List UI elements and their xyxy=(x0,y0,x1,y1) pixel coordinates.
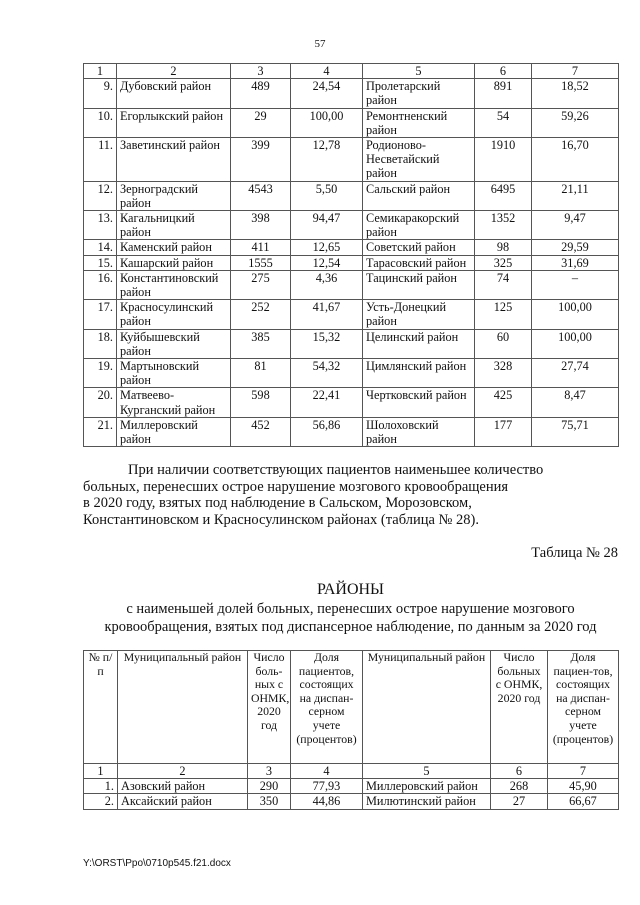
table-cell: 98 xyxy=(475,240,532,255)
table-title: РАЙОНЫ xyxy=(316,581,385,598)
table-cell: № п/п xyxy=(84,651,118,764)
table-cell: Советский район xyxy=(363,240,475,255)
table-cell: 21,11 xyxy=(532,181,619,210)
column-number-row xyxy=(84,764,619,779)
table-cell: 398 xyxy=(231,211,291,240)
table-cell: 12,78 xyxy=(291,138,363,182)
table-cell: Тацинский район xyxy=(363,270,475,299)
table-cell: 13. xyxy=(84,211,117,240)
table-cell: 29,59 xyxy=(532,240,619,255)
table-cell: 9,47 xyxy=(532,211,619,240)
table-cell: 1352 xyxy=(475,211,532,240)
table-cell: Мартыновский район xyxy=(117,359,231,388)
table-cell: 252 xyxy=(231,300,291,329)
table-cell: 1 xyxy=(84,64,117,79)
table-cell: Число боль-ных с ОНМК, 2020 год xyxy=(248,651,291,764)
table-cell: Доля пациентов, состоящих на диспан-серном учете (процентов) xyxy=(291,651,363,764)
table-28 xyxy=(83,650,619,810)
table-cell: 5 xyxy=(363,764,491,779)
table-cell: 268 xyxy=(491,779,548,794)
table-cell: Миллеровский район xyxy=(117,417,231,446)
table-cell: 81 xyxy=(231,359,291,388)
table-cell: Каменский район xyxy=(117,240,231,255)
table-cell: 15. xyxy=(84,255,117,270)
table-cell: Аксайский район xyxy=(118,794,248,809)
table-cell: 3 xyxy=(248,764,291,779)
table-cell: Родионово-Несветайский район xyxy=(363,138,475,182)
body-paragraph xyxy=(83,462,618,528)
table-cell: Куйбышевский район xyxy=(117,329,231,358)
table-cell: 66,67 xyxy=(548,794,619,809)
table-cell: 22,41 xyxy=(291,388,363,417)
table-row xyxy=(84,794,619,809)
table-cell: 1555 xyxy=(231,255,291,270)
table-row xyxy=(84,79,619,108)
table-cell: 328 xyxy=(475,359,532,388)
table-cell: Цимлянский район xyxy=(363,359,475,388)
table-cell: Доля пациен-тов, состоящих на диспан-серном учете (процентов) xyxy=(548,651,619,764)
table-cell: 100,00 xyxy=(532,300,619,329)
table-cell: – xyxy=(532,270,619,299)
table-cell: Красносулинский район xyxy=(117,300,231,329)
table-cell: 59,26 xyxy=(532,108,619,137)
table-cell: 2 xyxy=(117,64,231,79)
table-cell: Матвеево-Курганский район xyxy=(117,388,231,417)
table-cell: 489 xyxy=(231,79,291,108)
table-cell: Кашарский район xyxy=(117,255,231,270)
table-cell: 12,65 xyxy=(291,240,363,255)
paragraph-line: больных, перенесших острое нарушение мозгового кровообращения xyxy=(83,478,509,495)
table-cell: Кагальницкий район xyxy=(117,211,231,240)
table-cell: 325 xyxy=(475,255,532,270)
table-cell: 598 xyxy=(231,388,291,417)
table-cell: 10. xyxy=(84,108,117,137)
table-cell: 60 xyxy=(475,329,532,358)
table-cell: 425 xyxy=(475,388,532,417)
table-cell: Заветинский район xyxy=(117,138,231,182)
table-subtitle xyxy=(83,600,618,636)
table-cell: 100,00 xyxy=(291,108,363,137)
subtitle-line: с наименьшей долей больных, перенесших острое нарушение мозгового xyxy=(126,601,575,617)
table-cell: 6 xyxy=(491,764,548,779)
table-cell: 9. xyxy=(84,79,117,108)
table-cell: 44,86 xyxy=(291,794,363,809)
districts-table-continued xyxy=(83,63,619,447)
table-cell: Егорлыкский район xyxy=(117,108,231,137)
table-cell: Муниципальный район xyxy=(363,651,491,764)
table-cell: 18,52 xyxy=(532,79,619,108)
table-cell: 1 xyxy=(84,764,118,779)
table-row xyxy=(84,359,619,388)
table-cell: 411 xyxy=(231,240,291,255)
table-cell: 891 xyxy=(475,79,532,108)
table-row xyxy=(84,329,619,358)
subtitle-line: кровообращения, взятых под диспансерное наблюдение, по данным за 2020 год xyxy=(104,619,597,635)
table-cell: 6495 xyxy=(475,181,532,210)
table-row xyxy=(84,138,619,182)
column-number-row xyxy=(84,64,619,79)
table-cell: 7 xyxy=(548,764,619,779)
table-cell: 19. xyxy=(84,359,117,388)
table-cell: Усть-Донецкий район xyxy=(363,300,475,329)
table-cell: 2. xyxy=(84,794,118,809)
table-cell: 1. xyxy=(84,779,118,794)
table-cell: 24,54 xyxy=(291,79,363,108)
table-cell: Целинский район xyxy=(363,329,475,358)
table-cell: 4,36 xyxy=(291,270,363,299)
table-cell: Сальский район xyxy=(363,181,475,210)
table-cell: 74 xyxy=(475,270,532,299)
paragraph-line: При наличии соответствующих пациентов наименьшее количество xyxy=(128,462,544,478)
table-cell: 3 xyxy=(231,64,291,79)
table-cell: 16. xyxy=(84,270,117,299)
table-cell: 14. xyxy=(84,240,117,255)
table-cell: Азовский район xyxy=(118,779,248,794)
table-cell: Миллеровский район xyxy=(363,779,491,794)
table-cell: 45,90 xyxy=(548,779,619,794)
table-label: Таблица № 28 xyxy=(531,545,618,561)
paragraph-line: Константиновском и Красносулинском районах (таблица № 28). xyxy=(83,511,479,528)
table-cell: 100,00 xyxy=(532,329,619,358)
table-cell: 6 xyxy=(475,64,532,79)
table-cell: 7 xyxy=(532,64,619,79)
table-cell: 27 xyxy=(491,794,548,809)
table-cell: 41,67 xyxy=(291,300,363,329)
table-cell: Ремонтненский район xyxy=(363,108,475,137)
table-cell: 125 xyxy=(475,300,532,329)
table-cell: 54,32 xyxy=(291,359,363,388)
table-cell: 452 xyxy=(231,417,291,446)
table-cell: 12. xyxy=(84,181,117,210)
header-row xyxy=(84,651,619,764)
table-row xyxy=(84,255,619,270)
table-cell: 94,47 xyxy=(291,211,363,240)
table-cell: Шолоховский район xyxy=(363,417,475,446)
table-cell: Константиновский район xyxy=(117,270,231,299)
table-row xyxy=(84,108,619,137)
table-cell: 16,70 xyxy=(532,138,619,182)
table-cell: 17. xyxy=(84,300,117,329)
table-cell: Пролетарский район xyxy=(363,79,475,108)
table-row xyxy=(84,240,619,255)
table-cell: Дубовский район xyxy=(117,79,231,108)
table-cell: 29 xyxy=(231,108,291,137)
table-cell: 290 xyxy=(248,779,291,794)
table-cell: 56,86 xyxy=(291,417,363,446)
table-cell: 15,32 xyxy=(291,329,363,358)
table-row xyxy=(84,300,619,329)
table-cell: 399 xyxy=(231,138,291,182)
table-cell: 12,54 xyxy=(291,255,363,270)
table-cell: 21. xyxy=(84,417,117,446)
table-row xyxy=(84,181,619,210)
table-cell: 4 xyxy=(291,64,363,79)
table-cell: 54 xyxy=(475,108,532,137)
table-cell: Зерноградский район xyxy=(117,181,231,210)
table-row xyxy=(84,388,619,417)
table-cell: 18. xyxy=(84,329,117,358)
page-number: 57 xyxy=(314,38,326,50)
table-row xyxy=(84,417,619,446)
paragraph-line: в 2020 году, взятых под наблюдение в Сальском, Морозовском, xyxy=(83,495,472,512)
table-cell: Чертковский район xyxy=(363,388,475,417)
table-cell: Милютинский район xyxy=(363,794,491,809)
table-row xyxy=(84,270,619,299)
table-cell: 8,47 xyxy=(532,388,619,417)
table-cell: 275 xyxy=(231,270,291,299)
table-cell: 4 xyxy=(291,764,363,779)
table-cell: 31,69 xyxy=(532,255,619,270)
table-cell: 177 xyxy=(475,417,532,446)
table-cell: Муниципальный район xyxy=(118,651,248,764)
table-cell: Тарасовский район xyxy=(363,255,475,270)
table-cell: 5 xyxy=(363,64,475,79)
table-cell: 5,50 xyxy=(291,181,363,210)
table-cell: 4543 xyxy=(231,181,291,210)
table-cell: Семикаракорский район xyxy=(363,211,475,240)
table-cell: 75,71 xyxy=(532,417,619,446)
table-cell: 350 xyxy=(248,794,291,809)
table-cell: 2 xyxy=(118,764,248,779)
table-cell: 27,74 xyxy=(532,359,619,388)
table-cell: 20. xyxy=(84,388,117,417)
table-cell: 77,93 xyxy=(291,779,363,794)
table-cell: 385 xyxy=(231,329,291,358)
table-row xyxy=(84,779,619,794)
table-cell: 1910 xyxy=(475,138,532,182)
file-path-footer: Y:\ORST\Ppo\0710p545.f21.docx xyxy=(83,858,231,869)
table-row xyxy=(84,211,619,240)
table-cell: 11. xyxy=(84,138,117,182)
table-cell: Число больных с ОНМК, 2020 год xyxy=(491,651,548,764)
